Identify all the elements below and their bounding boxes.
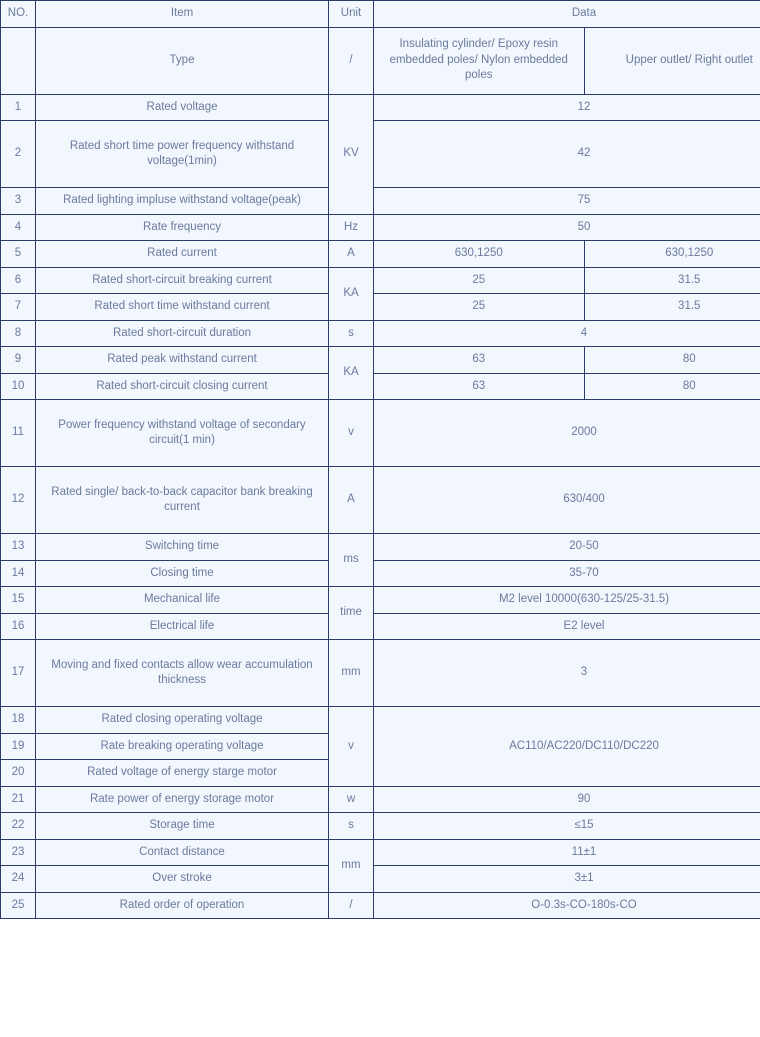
cell-no: 10: [1, 373, 36, 400]
cell-data: 630,1250: [374, 241, 585, 268]
cell-item: Rated short-circuit duration: [36, 320, 329, 347]
cell-extra: Upper outlet/ Right outlet: [584, 27, 760, 94]
cell-no: 7: [1, 294, 36, 321]
cell-data: 4: [374, 320, 760, 347]
cell-item: Rate power of energy storage motor: [36, 786, 329, 813]
cell-data: 25: [374, 267, 585, 294]
header-no: NO.: [1, 1, 36, 28]
table-row: [1, 94, 760, 121]
cell-data: E2 level: [374, 613, 760, 640]
cell-no: 5: [1, 241, 36, 268]
cell-no: 2: [1, 121, 36, 188]
table-row: [1, 707, 760, 734]
cell-item: Rate frequency: [36, 214, 329, 241]
cell-unit: /: [329, 27, 374, 94]
table-row: [1, 188, 760, 215]
cell-no: 19: [1, 733, 36, 760]
cell-item: Electrical life: [36, 613, 329, 640]
cell-item: Rated short time withstand current: [36, 294, 329, 321]
cell-no: 11: [1, 400, 36, 467]
header-item: Item: [36, 1, 329, 28]
table-row: [1, 121, 760, 188]
cell-no: 17: [1, 640, 36, 707]
table-row-type: [1, 27, 760, 94]
table-row: [1, 347, 760, 374]
cell-unit: time: [329, 587, 374, 640]
table-row: [1, 373, 760, 400]
cell-item: Rated voltage: [36, 94, 329, 121]
table-row: [1, 640, 760, 707]
table-row: [1, 613, 760, 640]
table-row: [1, 839, 760, 866]
cell-data: 2000: [374, 400, 760, 467]
cell-extra: 31.5: [584, 294, 760, 321]
cell-item: Rated short-circuit breaking current: [36, 267, 329, 294]
cell-extra: 31.5: [584, 267, 760, 294]
cell-unit: v: [329, 400, 374, 467]
table-body: [1, 1, 760, 919]
cell-unit: KA: [329, 347, 374, 400]
cell-item: Storage time: [36, 813, 329, 840]
cell-no: 24: [1, 866, 36, 893]
cell-data: 25: [374, 294, 585, 321]
header-data: Data: [374, 1, 760, 28]
table-row: [1, 241, 760, 268]
cell-no: 21: [1, 786, 36, 813]
cell-no: 22: [1, 813, 36, 840]
cell-no: 25: [1, 892, 36, 919]
header-unit: Unit: [329, 1, 374, 28]
cell-no: 12: [1, 467, 36, 534]
cell-no: 1: [1, 94, 36, 121]
cell-item: Closing time: [36, 560, 329, 587]
table-row: [1, 813, 760, 840]
table-row: [1, 534, 760, 561]
cell-item: Moving and fixed contacts allow wear accumulation thickness: [36, 640, 329, 707]
cell-no: 20: [1, 760, 36, 787]
table-row: [1, 587, 760, 614]
cell-item: Type: [36, 27, 329, 94]
cell-data: M2 level 10000(630-125/25-31.5): [374, 587, 760, 614]
cell-no: 15: [1, 587, 36, 614]
cell-item: Rated short-circuit closing current: [36, 373, 329, 400]
cell-no: 23: [1, 839, 36, 866]
cell-data: 3: [374, 640, 760, 707]
cell-item: Rated lighting impluse withstand voltage(peak): [36, 188, 329, 215]
cell-item: Rated closing operating voltage: [36, 707, 329, 734]
cell-unit: mm: [329, 640, 374, 707]
cell-unit: s: [329, 320, 374, 347]
cell-data: O-0.3s-CO-180s-CO: [374, 892, 760, 919]
cell-unit: A: [329, 241, 374, 268]
cell-item: Switching time: [36, 534, 329, 561]
cell-item: Rated short time power frequency withstand voltage(1min): [36, 121, 329, 188]
cell-data: 11±1: [374, 839, 760, 866]
table-row: [1, 467, 760, 534]
cell-extra: 80: [584, 347, 760, 374]
cell-data: 63: [374, 347, 585, 374]
cell-item: Rated order of operation: [36, 892, 329, 919]
cell-extra: 630,1250: [584, 241, 760, 268]
cell-extra: 80: [584, 373, 760, 400]
cell-data: 90: [374, 786, 760, 813]
cell-item: Power frequency withstand voltage of secondary circuit(1 min): [36, 400, 329, 467]
cell-data: 20-50: [374, 534, 760, 561]
cell-data: 63: [374, 373, 585, 400]
table-row: [1, 214, 760, 241]
cell-data: ≤15: [374, 813, 760, 840]
table-row: [1, 294, 760, 321]
cell-data: Insulating cylinder/ Epoxy resin embedded poles/ Nylon embedded poles: [374, 27, 585, 94]
cell-no: 3: [1, 188, 36, 215]
cell-unit: ms: [329, 534, 374, 587]
cell-unit: mm: [329, 839, 374, 892]
cell-item: Rated peak withstand current: [36, 347, 329, 374]
cell-unit: KA: [329, 267, 374, 320]
cell-no: 9: [1, 347, 36, 374]
cell-item: Rated current: [36, 241, 329, 268]
cell-no: 13: [1, 534, 36, 561]
cell-unit: KV: [329, 94, 374, 214]
table-row: [1, 866, 760, 893]
cell-unit: s: [329, 813, 374, 840]
cell-item: Rate breaking operating voltage: [36, 733, 329, 760]
cell-no: 4: [1, 214, 36, 241]
table-row: [1, 892, 760, 919]
cell-data: 630/400: [374, 467, 760, 534]
cell-data: AC110/AC220/DC110/DC220: [374, 707, 760, 787]
cell-unit: v: [329, 707, 374, 787]
cell-data: 3±1: [374, 866, 760, 893]
cell-data: 75: [374, 188, 760, 215]
table-row: [1, 786, 760, 813]
cell-unit: w: [329, 786, 374, 813]
cell-item: Rated voltage of energy starge motor: [36, 760, 329, 787]
cell-item: Mechanical life: [36, 587, 329, 614]
cell-data: 42: [374, 121, 760, 188]
table-header-row: [1, 1, 760, 28]
cell-data: 35-70: [374, 560, 760, 587]
cell-unit: A: [329, 467, 374, 534]
cell-data: 12: [374, 94, 760, 121]
cell-item: Rated single/ back-to-back capacitor bank breaking current: [36, 467, 329, 534]
cell-item: Over stroke: [36, 866, 329, 893]
cell-no: 18: [1, 707, 36, 734]
cell-no: 16: [1, 613, 36, 640]
table-row: [1, 267, 760, 294]
cell-item: Contact distance: [36, 839, 329, 866]
cell-no: 8: [1, 320, 36, 347]
cell-unit: /: [329, 892, 374, 919]
cell-no: 14: [1, 560, 36, 587]
table-row: [1, 400, 760, 467]
table-row: [1, 320, 760, 347]
table-row: [1, 560, 760, 587]
cell-no: [1, 27, 36, 94]
cell-unit: Hz: [329, 214, 374, 241]
cell-data: 50: [374, 214, 760, 241]
cell-no: 6: [1, 267, 36, 294]
